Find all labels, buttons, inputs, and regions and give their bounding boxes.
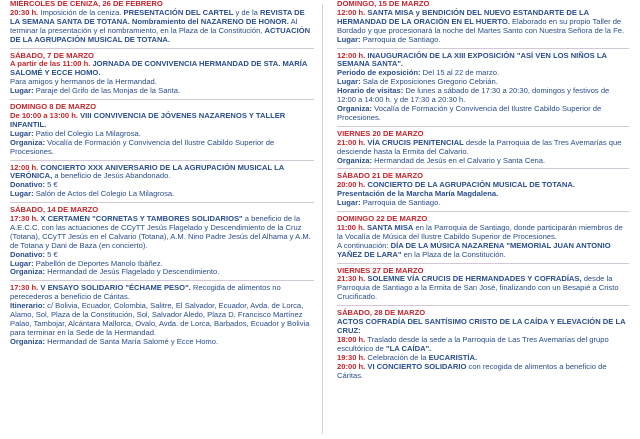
event-date: SÁBADO, 7 DE MARZO [10,50,94,60]
donation-value: 5 € [45,180,58,190]
event-title: V ENSAYO SOLIDARIO "ÉCHAME PESO". [38,283,191,293]
event-date: DOMINGO 8 DE MARZO [10,102,97,112]
event-desc: desde la Parroquia de Santiago a la Ermita de San José, finalizando con un Besapié a Cristo Crucificado. [337,274,619,302]
place-label: Lugar: [10,86,34,96]
event-title: JORNADA DE CONVIVENCIA HERMANDAD DE STA. MARÍA SALOMÉ Y ECCE HOMO. [10,59,308,78]
place-label: Lugar: [10,189,34,199]
event-date: VIERNES 27 DE MARZO [337,265,424,275]
event-place [10,190,314,199]
event-title: CONCIERTO DE LA AGRUPACIÓN MUSICAL DE TOTANA. [365,180,575,190]
org-value: Vocalía de Formación y Convivencia del Ilustre Cabildo Superior de Procesiones. [10,137,275,156]
separator [337,211,629,212]
event-text [337,242,629,260]
org-value: Vocalía de Formación y Convivencia del Ilustre Cabildo Superior de Procesiones. [337,103,602,122]
separator [10,48,314,49]
event-desc: Al terminar la presentación y el nombramiento, en la Plaza de la Constitución, [10,16,298,35]
hours-value: De lunes a sábado de 17:30 a 20:30, domingos y festivos de 12:00 a 14:00 h. y de 17:30 a 20:30 h. [337,86,610,105]
event-organizer [10,268,314,277]
event-title: ACTOS COFRADÍA DEL SANTÍSIMO CRISTO DE LA CAÍDA Y ELEVACIÓN DE LA CRUZ: [337,317,626,335]
separator [337,126,629,127]
event-date: DOMINGO, 15 DE MARZO [337,0,430,8]
event-date: MIÉRCOLES DE CENIZA, 26 DE FEBRERO [10,0,163,8]
place-value: Patio del Colegio La Milagrosa. [33,128,141,138]
separator [337,48,629,49]
event-desc: Imposición de la ceniza. [38,7,124,17]
event-organizer [10,139,314,157]
event-echame-peso [10,284,314,346]
event-title: VIII CONVIVENCIA DE JÓVENES NAZARENOS Y TALLER INFANTIL. [10,110,286,129]
event-date: SÁBADO, 28 DE MARZO [337,308,426,318]
event-mar-27 [337,267,629,303]
event-date: SÁBADO 21 DE MARZO [337,171,424,181]
place-label: Lugar: [337,34,361,44]
place-value: Sala de Exposiciones Gregorio Cebrián. [360,77,498,87]
place-value: Parroquia de Santiago. [360,198,441,208]
event-ash-wednesday [10,0,314,45]
event-title: ACTUACIÓN DE LA AGRUPACIÓN MUSICAL DE TOTANA. [10,25,311,44]
event-title: SANTA MISA [364,222,414,232]
event-mar-7 [10,52,314,97]
event-title: PRESENTACIÓN DEL CARTEL [123,7,234,17]
event-text [337,363,629,381]
org-value: Hermandad de Jesús en el Calvario y Santa Cena. [372,155,546,165]
event-time: 21:00 h. [337,137,366,147]
event-text [337,9,629,36]
event-mar-15-mass [337,0,629,45]
event-desc: A continuación: [337,240,391,250]
event-title: X CERTAMEN "CORNETAS Y TAMBORES SOLIDARIOS" [38,214,243,224]
place-value: Parroquia de Santiago. [360,34,441,44]
event-concert-veronica [10,164,314,200]
separator [10,99,314,100]
event-organizer [337,105,629,123]
hours-label: Horario de visitas: [337,86,404,96]
donation-label: Donativo: [10,180,46,190]
event-desc: Para amigos y hermanos de la Hermandad. [10,77,157,87]
event-place [10,87,314,96]
event-desc: a beneficio de la A.E.C.C. con las actuaciones de CCyTT Jesús Flagelado y Descendimiento de la Cruz (Totana), CCyTT Jesús en el Calvario (Totana), A.M. Nino Padre Jesús del Alhama y A.M. de Totana y Dani de Baza (en concierto). [10,214,311,250]
event-time: 12:00 h. [10,162,39,172]
separator [10,202,314,203]
place-label: Lugar: [10,258,34,268]
separator [337,263,629,264]
right-column [337,0,629,380]
event-desc: Traslado desde la sede a la Parroquia de Las Tres Avemarías del grupo escultórico de [337,334,609,353]
org-value: Hermandad de Jesús Flagelado y Descendimiento. [45,267,220,277]
event-place [337,199,629,208]
event-time: 17:30 h. [10,214,39,224]
event-organizer [10,338,314,347]
event-place [337,36,629,45]
event-title: DÍA DE LA MÚSICA NAZARENA "MEMORIAL JUAN ANTONIO YAÑEZ DE LARA" [337,240,611,259]
event-title: SOLEMNE VÍA CRUCIS DE HERMANDADES Y COFRADÍAS, [365,274,582,284]
event-text [337,139,629,157]
donation-value: 5 € [45,249,58,259]
separator [10,160,314,161]
event-mar-20 [337,130,629,166]
event-title: VÍA CRUCIS PENITENCIAL [365,137,464,147]
place-label: Lugar: [337,198,361,208]
event-desc: a beneficio de Jesús Abandonado. [52,171,171,181]
org-label: Organiza: [10,267,46,277]
event-title: CONCIERTO XXX ANIVERSARIO DE LA AGRUPACIÓN MUSICAL LA VERÓNICA, [10,162,284,181]
event-text [10,60,314,78]
event-date: SÁBADO, 14 DE MARZO [10,205,99,215]
event-title: "LA CAÍDA". [385,343,432,353]
event-text [10,164,314,182]
event-desc: en la Plaza de la Constitución. [401,249,506,259]
org-value: Hermandad de Santa María Salomé y Ecce Homo. [45,336,219,346]
separator [337,305,629,306]
event-desc: Celebración de la [365,352,429,362]
place-value: Paraje del Grifo de las Monjas de la Santa. [33,86,181,96]
event-desc: y de la [233,7,260,17]
event-mar-28 [337,309,629,380]
event-title: VI CONCIERTO SOLIDARIO [365,361,467,371]
event-hours [337,87,629,105]
event-title: EUCARISTÍA. [428,352,478,362]
event-title: INAUGURACIÓN DE LA XIII EXPOSICIÓN "ASÍ VEN LOS NIÑOS LA SEMANA SANTA". [337,50,607,69]
event-time: 19:30 h. [337,352,366,362]
event-time: 17:30 h. [10,283,39,293]
place-value: Pabellón de Deportes Manolo Ibáñez. [33,258,163,268]
event-text [337,224,629,242]
donation-label: Donativo: [10,249,46,259]
event-time: 21:30 h. [337,274,366,284]
event-desc: Presentación de la Marcha María Magdalena. [337,189,499,199]
event-mar-22 [337,215,629,260]
org-label: Organiza: [337,103,373,113]
event-text [337,52,629,70]
event-text [337,336,629,354]
event-mar-14 [10,206,314,277]
event-organizer [337,157,629,166]
place-label: Lugar: [10,128,34,138]
event-time: 12:00 h. [337,50,366,60]
event-text [10,284,314,302]
event-desc: Elaborado en su propio Taller de Bordado y que procesionará la noche del Martes Santo con Nuestra Señora de la Fe. [337,16,625,35]
event-desc: con recogida de alimentos a beneficio de Cáritas. [337,361,607,380]
event-exhibition [337,52,629,123]
period-value: Del 15 al 22 de marzo. [420,68,500,78]
event-itinerary [10,302,314,338]
event-time: 20:30 h. [10,7,39,17]
event-text [10,112,314,130]
event-mar-21 [337,172,629,208]
event-desc: Recogida de alimentos no perecederos a beneficio de Cáritas. [10,283,281,302]
event-time: 18:00 h. [337,334,366,344]
event-mar-8 [10,103,314,156]
separator [337,168,629,169]
org-label: Organiza: [10,137,46,147]
place-value: Salón de Actos del Colegio La Milagrosa. [33,189,175,199]
period-label: Periodo de exposición: [337,68,421,78]
event-desc: en la Parroquia de Santiago, donde participarán miembros de la Vocalía de Música del Ilustre Cabildo Superior de Procesiones. [337,222,623,241]
event-time: 12:00 h. [337,7,366,17]
event-title: SANTA MISA y BENDICIÓN DEL NUEVO ESTANDARTE DE LA HERMANDAD DE LA ORACIÓN EN EL HUERTO. [337,7,589,26]
separator [10,280,314,281]
left-column [10,0,314,347]
event-time: 20:00 h. [337,180,366,190]
event-time: 11:00 h. [337,222,365,232]
itinerary-value: c/ Bolivia, Ecuador, Colombia, Salitre, El Salvador, Ecuador, Avda. de Lorca, Alamo, Sol, Plaza de la Constitución, Sol, Salvador Aledo, Plaza D. Francisco Martínez Palao, Tambojar, Alcántara Mallorca, Ovalo, Avda. de Lorca, Barbados, Ecuador y Bolivia para terminar en la Sede de la Hermandad. [10,301,310,337]
place-label: Lugar: [337,77,361,87]
event-desc: desde la Parroquia de las Tres Avemarías que desciende hasta la Ermita del Calvario. [337,137,622,156]
event-text [10,215,314,251]
org-label: Organiza: [337,155,373,165]
event-date: DOMINGO 22 DE MARZO [337,214,428,224]
column-divider [322,4,323,434]
event-text [337,275,629,302]
event-time: De 10:00 a 13:00 h. [10,110,78,120]
event-time: 20:00 h. [337,361,366,371]
event-text [10,9,314,45]
itinerary-label: Itinerario: [10,301,46,311]
event-title: REVISTA DE LA SEMANA SANTA DE TOTANA. Nombramiento del NAZARENO DE HONOR. [10,7,305,26]
event-date: VIERNES 20 DE MARZO [337,128,424,138]
org-label: Organiza: [10,336,46,346]
event-time: A partir de las 11:00 h. [10,59,91,69]
